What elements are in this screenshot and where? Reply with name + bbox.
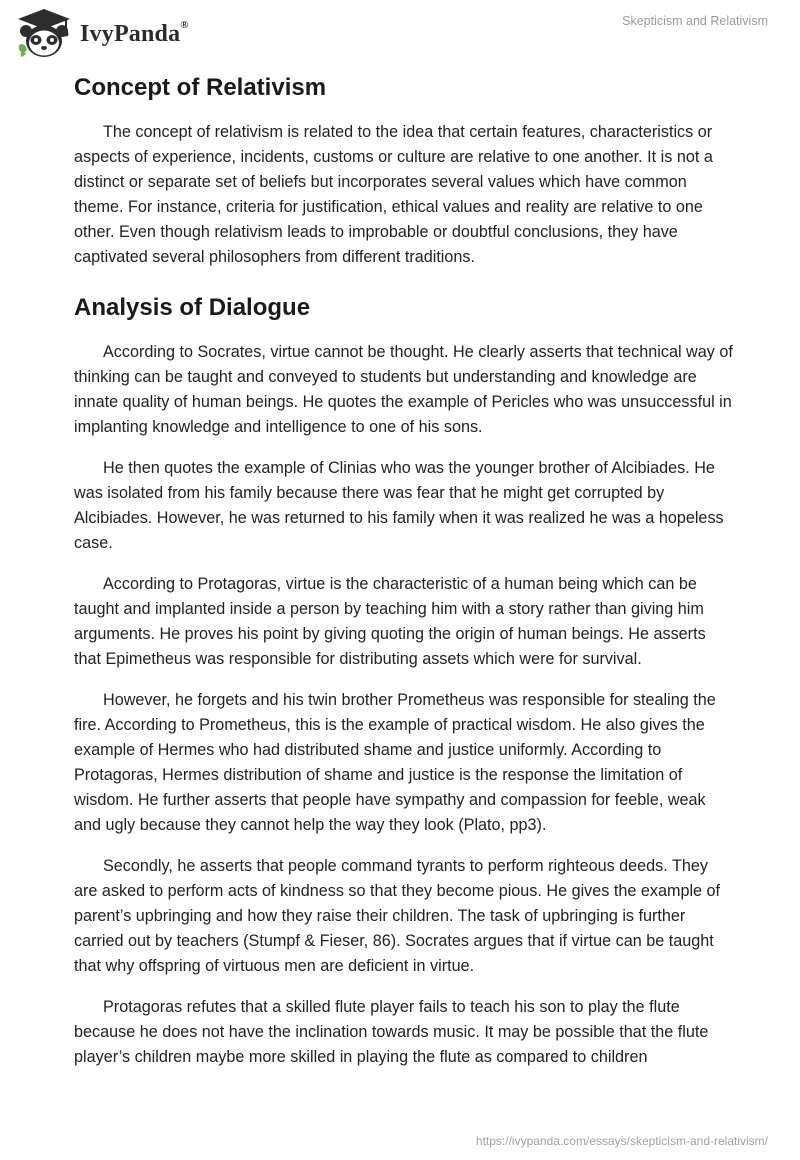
paragraph: However, he forgets and his twin brother Prometheus was responsible for stealing the fire. According to Prometheus, this is the example of practical wisdom. He also gives the example of Hermes who had distributed shame and justice uniformly. According to Protagoras, Hermes distribution of shame and justice is the response the limitation of wisdom. He further asserts that people have sympathy and compassion for feeble, weak and ugly because they cannot help the way they look (Plato, pp3). [74, 691, 716, 834]
paragraph: Protagoras refutes that a skilled flute player fails to teach his son to play the flute because he does not have the inclination towards music. It may be possible that the flute player’s children maybe more skilled in playing the flute as compared to children [74, 998, 709, 1066]
page-header [0, 0, 800, 70]
paragraph: He then quotes the example of Clinias who was the younger brother of Alcibiades. He was isolated from his family because there was fear that he might get corrupted by Alcibiades. However, he was returned to his family when it was realized he was a hopeless case. [74, 459, 724, 552]
section-heading-concept: Concept of Relativism [74, 74, 327, 101]
ivypanda-logo-icon[interactable] [14, 7, 74, 61]
paragraph: Secondly, he asserts that people command tyrants to perform righteous deeds. They are asked to perform acts of kindness so that they become pious. He gives the example of parent’s upbringing and how they raise their children. The task of upbringing is further carried out by teachers (Stumpf & Fieser, 86). Socrates argues that if virtue can be taught that why offspring of virtuous men are deficient in virtue. [74, 857, 721, 975]
paragraph: According to Protagoras, virtue is the characteristic of a human being which can be taught and implanted inside a person by teaching him with a story rather than giving him arguments. He proves his point by giving quoting the origin of human beings. He asserts that Epimetheus was responsible for distributing assets which were for survival. [74, 575, 706, 668]
paragraph: According to Socrates, virtue cannot be thought. He clearly asserts that technical way of thinking can be taught and conveyed to students but understanding and knowledge are innate quality of human beings. He quotes the example of Pericles who was unsuccessful in implanting knowledge and intelligence to one of his sons. [74, 343, 733, 436]
brand-name[interactable]: IvyPanda® [80, 19, 189, 47]
section-heading-analysis: Analysis of Dialogue [74, 294, 311, 321]
document-title: Skepticism and Relativism [622, 14, 768, 28]
source-url-link[interactable]: https://ivypanda.com/essays/skepticism-and-relativism/ [475, 1134, 768, 1148]
essay-content [74, 72, 734, 1086]
paragraph: The concept of relativism is related to the idea that certain features, characteristics or aspects of experience, incidents, customs or culture are relative to one another. It is not a distinct or separate set of beliefs but incorporates several values which have common theme. For instance, criteria for justification, ethical values and reality are relative to one other. Even though relativism leads to improbable or doubtful conclusions, they have captivated several philosophers from different traditions. [74, 123, 713, 266]
registered-mark: ® [180, 19, 189, 31]
